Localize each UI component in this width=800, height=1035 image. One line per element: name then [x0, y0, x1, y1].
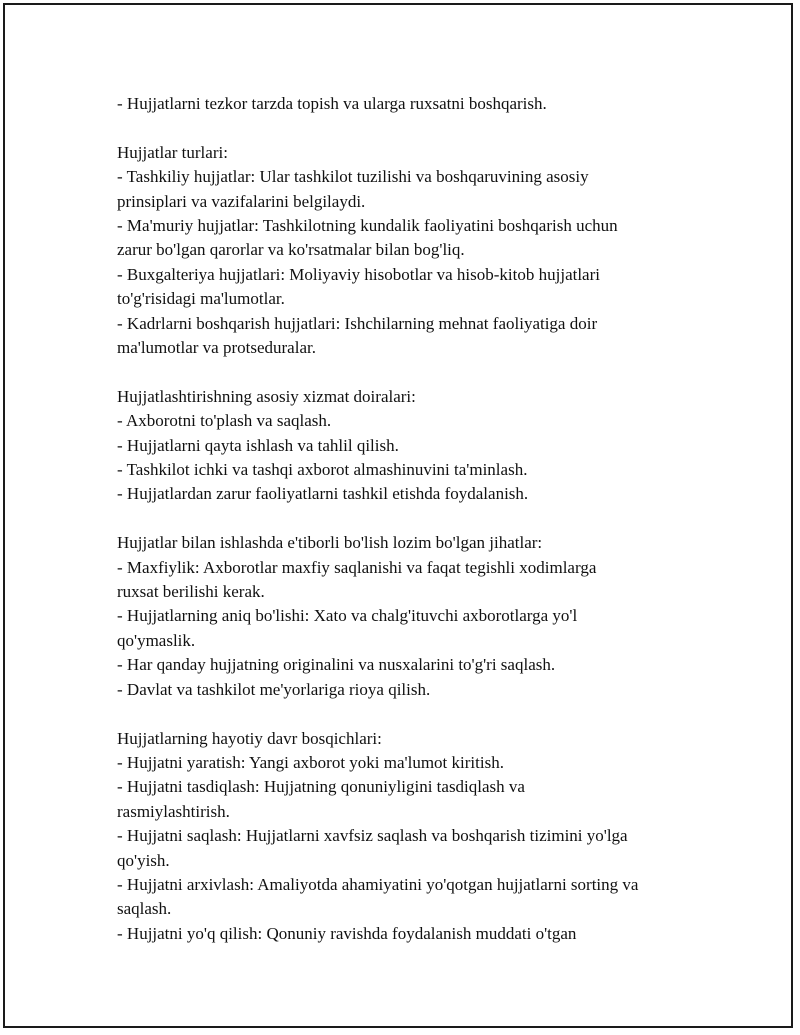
document-line: - Hujjatni tasdiqlash: Hujjatning qonuniyligini tasdiqlash va [117, 777, 525, 797]
document-line: - Maxfiylik: Axborotlar maxfiy saqlanishi va faqat tegishli xodimlarga [117, 557, 597, 577]
section-heading: Hujjatlashtirishning asosiy xizmat doiralari: [117, 386, 416, 406]
document-line: ma'lumotlar va protseduralar. [117, 338, 316, 358]
document-line: - Buxgalteriya hujjatlari: Moliyaviy hisobotlar va hisob-kitob hujjatlari [117, 264, 600, 284]
document-line: prinsiplari va vazifalarini belgilaydi. [117, 191, 366, 211]
document-line: - Hujjatni yaratish: Yangi axborot yoki ma'lumot kiritish. [117, 752, 504, 772]
document-line: qo'ymaslik. [117, 630, 196, 650]
document-line: to'g'risidagi ma'lumotlar. [117, 289, 285, 309]
section-heading: Hujjatlarning hayotiy davr bosqichlari: [117, 728, 382, 748]
document-line: - Tashkiliy hujjatlar: Ular tashkilot tuzilishi va boshqaruvining asosiy [117, 167, 589, 187]
document-line: ruxsat berilishi kerak. [117, 582, 265, 602]
document-line: - Kadrlarni boshqarish hujjatlari: Ishchilarning mehnat faoliyatiga doir [117, 313, 598, 333]
document-line: - Hujjatlarning aniq bo'lishi: Xato va chalg'ituvchi axborotlarga yo'l [117, 606, 578, 626]
document-line: - Hujjatni saqlash: Hujjatlarni xavfsiz saqlash va boshqarish tizimini yo'lga [117, 826, 628, 846]
document-line: - Ma'muriy hujjatlar: Tashkilotning kundalik faoliyatini boshqarish uchun [117, 216, 618, 236]
document-line: zarur bo'lgan qarorlar va ko'rsatmalar bilan bog'liq. [117, 240, 465, 260]
document-line: - Hujjatni yo'q qilish: Qonuniy ravishda foydalanish muddati o'tgan [117, 923, 577, 943]
document-line: saqlash. [117, 899, 172, 919]
document-line: - Hujjatlardan zarur faoliyatlarni tashkil etishda foydalanish. [117, 484, 529, 504]
section-heading: Hujjatlar bilan ishlashda e'tiborli bo'lish lozim bo'lgan jihatlar: [117, 533, 543, 553]
document-line: - Har qanday hujjatning originalini va nusxalarini to'g'ri saqlash. [117, 655, 556, 675]
document-body [117, 92, 697, 946]
document-line: - Hujjatlarni tezkor tarzda topish va ularga ruxsatni boshqarish. [117, 94, 547, 113]
document-line: - Hujjatni arxivlash: Amaliyotda ahamiyatini yo'qotgan hujjatlarni sorting va [117, 874, 639, 894]
document-line: qo'yish. [117, 850, 170, 870]
document-line: - Hujjatlarni qayta ishlash va tahlil qilish. [117, 435, 399, 455]
document-line: - Axborotni to'plash va saqlash. [117, 411, 332, 431]
document-line: - Tashkilot ichki va tashqi axborot almashinuvini ta'minlash. [117, 460, 528, 480]
document-line: rasmiylashtirish. [117, 801, 230, 821]
section-heading: Hujjatlar turlari: [117, 142, 228, 162]
document-line: - Davlat va tashkilot me'yorlariga rioya qilish. [117, 679, 431, 699]
